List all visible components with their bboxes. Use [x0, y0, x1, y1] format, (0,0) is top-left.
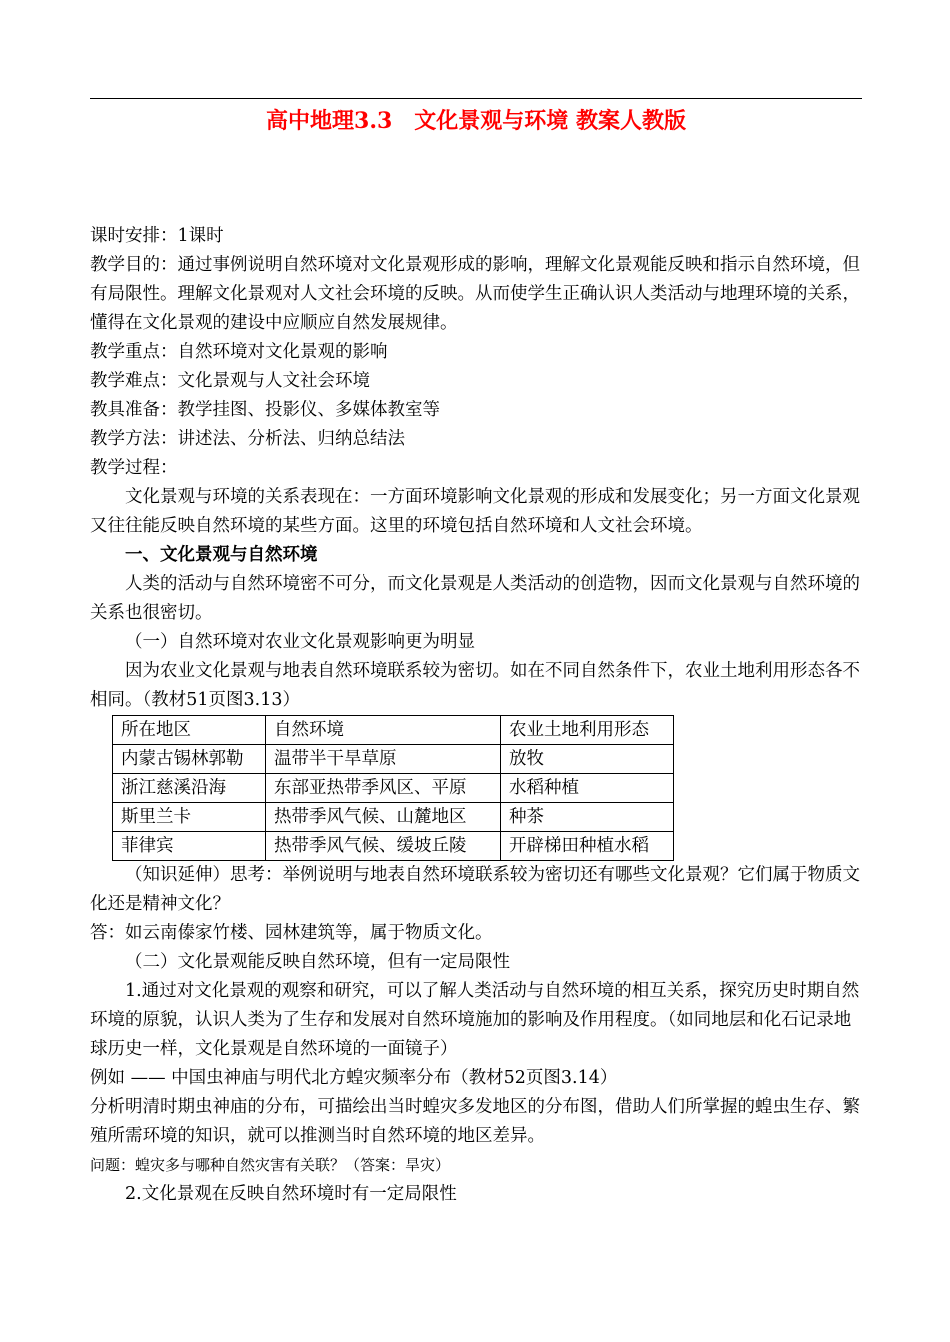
table-header-row — [113, 716, 674, 745]
intro-paragraph: 文化景观与环境的关系表现在：一方面环境影响文化景观的形成和发展变化；另一方面文化景观又往往能反映自然环境的某些方面。这里的环境包括自然环境和人文社会环境。 — [90, 487, 860, 536]
table-header-cell: 所在地区 — [113, 716, 266, 745]
table-cell: 热带季风气候、缓坡丘陵 — [266, 832, 501, 861]
table-cell: 浙江慈溪沿海 — [113, 774, 266, 803]
difficulty-line: 教学难点：文化景观与人文社会环境 — [90, 371, 370, 391]
table-cell: 菲律宾 — [113, 832, 266, 861]
table-row — [113, 832, 674, 861]
subheading-1: （一）自然环境对农业文化景观影响更为明显 — [125, 632, 475, 652]
table-cell: 热带季风气候、山麓地区 — [266, 803, 501, 832]
table-cell: 开辟梯田种植水稻 — [501, 832, 674, 861]
tools-line: 教具准备：教学挂图、投影仪、多媒体教室等 — [90, 400, 440, 420]
table-cell: 放牧 — [501, 745, 674, 774]
point-1-paragraph: 1.通过对文化景观的观察和研究，可以了解人类活动与自然环境的相互关系，探究历史时期自然环境的原貌，认识人类为了生存和发展对自然环境施加的影响及作用程度。（如同地层和化石记录地球历史一样，文化景观是自然环境的一面镜子） — [90, 981, 860, 1059]
goal-paragraph: 教学目的：通过事例说明自然环境对文化景观形成的影响，理解文化景观能反映和指示自然环境，但有局限性。理解文化景观对人文社会环境的反映。从而使学生正确认识人类活动与地理环境的关系，懂得在文化景观的建设中应顺应自然发展规律。 — [90, 255, 860, 333]
table-header-cell: 农业土地利用形态 — [501, 716, 674, 745]
point-2-line: 2.文化景观在反映自然环境时有一定局限性 — [125, 1184, 457, 1204]
table-cell: 种茶 — [501, 803, 674, 832]
focus-line: 教学重点：自然环境对文化景观的影响 — [90, 342, 388, 362]
table-header-cell: 自然环境 — [266, 716, 501, 745]
table-cell: 温带半干旱草原 — [266, 745, 501, 774]
table-cell: 内蒙古锡林郭勒 — [113, 745, 266, 774]
section1-paragraph: 人类的活动与自然环境密不可分，而文化景观是人类活动的创造物，因而文化景观与自然环境的关系也很密切。 — [90, 574, 860, 623]
analysis-paragraph: 分析明清时期虫神庙的分布，可描绘出当时蝗灾多发地区的分布图，借助人们所掌握的蝗虫生存、繁殖所需环境的知识，就可以推测当时自然环境的地区差异。 — [90, 1097, 860, 1146]
table-cell: 水稻种植 — [501, 774, 674, 803]
sub1-paragraph: 因为农业文化景观与地表自然环境联系较为密切。如在不同自然条件下，农业土地利用形态各不相同。（教材51页图3.13） — [90, 661, 860, 710]
question-line: 问题：蝗灾多与哪种自然灾害有关联？（答案：旱灾） — [90, 1156, 451, 1174]
methods-line: 教学方法：讲述法、分析法、归纳总结法 — [90, 429, 405, 449]
example-line: 例如 —— 中国虫神庙与明代北方蝗灾频率分布（教材52页图3.14） — [90, 1068, 618, 1088]
table-row — [113, 745, 674, 774]
page-title: 高中地理3.3 文化景观与环境 教案人教版 — [266, 108, 686, 134]
think-paragraph: （知识延伸）思考：举例说明与地表自然环境联系较为密切还有哪些文化景观？它们属于物质文化还是精神文化？ — [90, 865, 860, 914]
document-body — [90, 222, 862, 1209]
table-cell: 东部亚热带季风区、平原 — [266, 774, 501, 803]
table-row — [113, 803, 674, 832]
header-rule — [90, 98, 862, 99]
answer-line: 答：如云南傣家竹楼、园林建筑等，属于物质文化。 — [90, 923, 493, 943]
schedule-line: 课时安排：1课时 — [90, 226, 224, 246]
process-line: 教学过程： — [90, 458, 178, 478]
land-use-table — [112, 715, 674, 861]
section-heading-1: 一、文化景观与自然环境 — [125, 545, 318, 565]
table-cell: 斯里兰卡 — [113, 803, 266, 832]
subheading-2: （二）文化景观能反映自然环境，但有一定局限性 — [125, 952, 510, 972]
table-row — [113, 774, 674, 803]
